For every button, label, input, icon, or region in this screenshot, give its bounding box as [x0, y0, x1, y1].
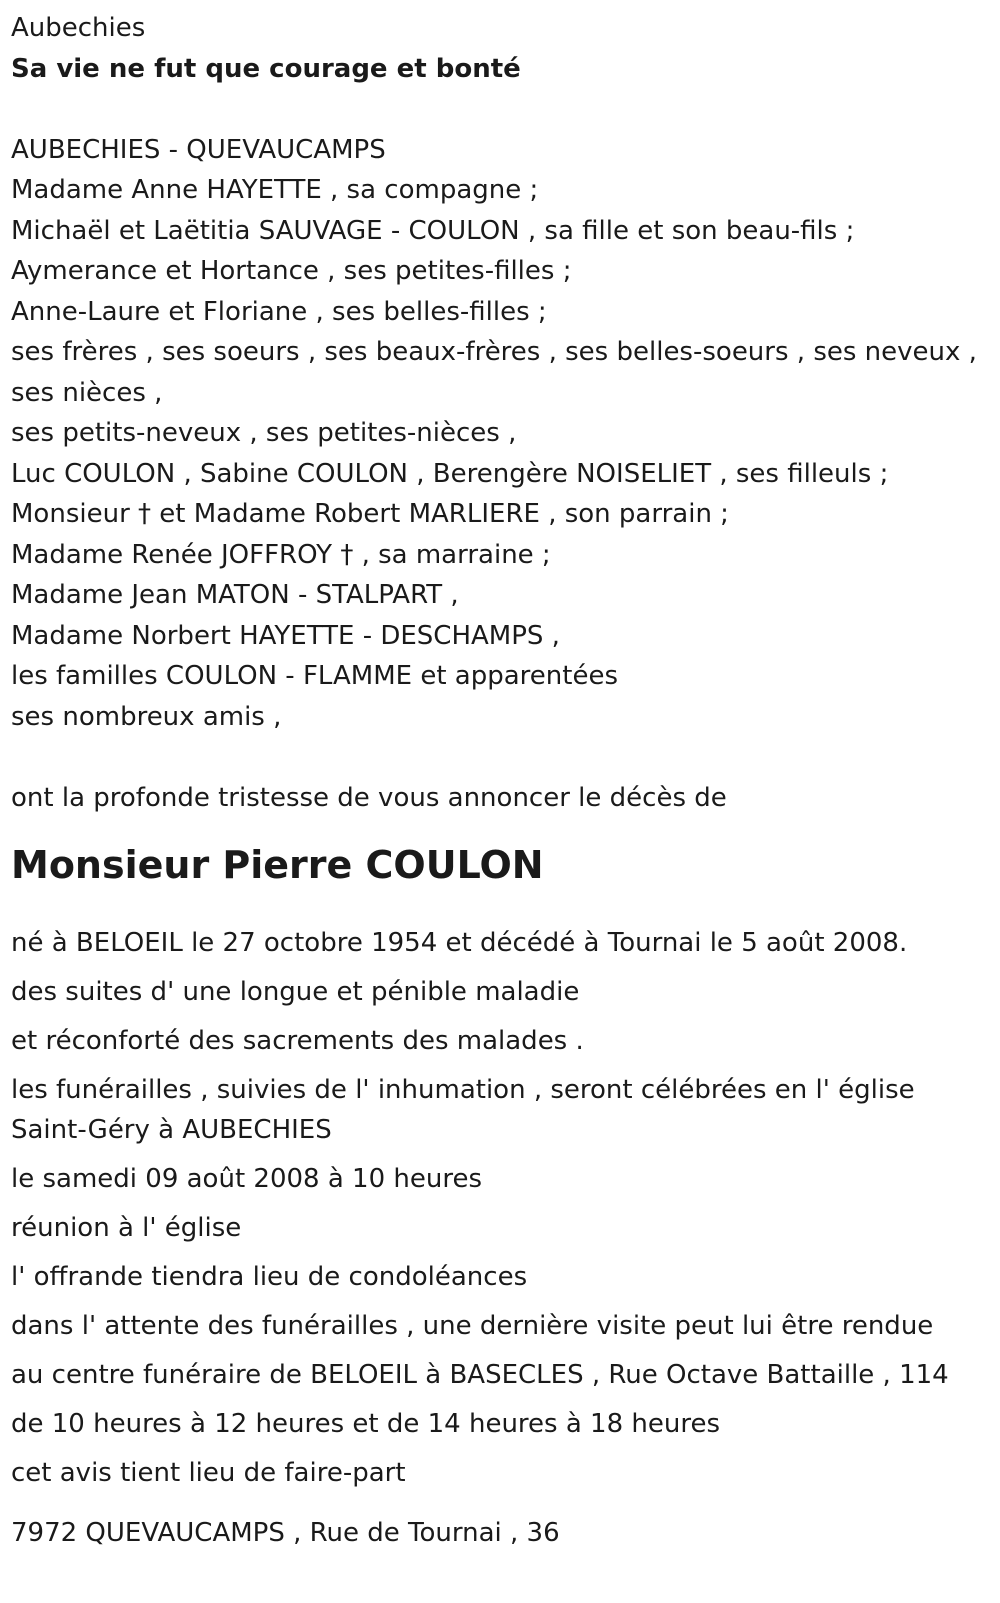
family-line: ses nombreux amis ,: [11, 701, 282, 732]
detail-line: l' offrande tiendra lieu de condoléances: [11, 1262, 528, 1292]
family-list: [11, 130, 1000, 738]
detail-line: le samedi 09 août 2008 à 10 heures: [11, 1164, 482, 1194]
family-line: Madame Renée JOFFROY † , sa marraine ;: [11, 539, 551, 570]
detail-line: de 10 heures à 12 heures et de 14 heures à 18 heures: [11, 1409, 721, 1439]
family-line: Madame Anne HAYETTE , sa compagne ;: [11, 175, 539, 205]
announcement-text: ont la profonde tristesse de vous annoncer le décès de: [11, 782, 727, 813]
deceased-name: Monsieur Pierre COULON: [11, 843, 544, 887]
family-line: Luc COULON , Sabine COULON , Berengère NOISELIET , ses filleuls ;: [11, 458, 889, 489]
detail-line: les funérailles , suivies de l' inhumation , seront célébrées en l' église Saint-Géry à AUBECHIES: [11, 1075, 915, 1145]
spacer: [11, 89, 1000, 130]
location-heading: Aubechies: [11, 13, 146, 43]
family-line: Madame Jean MATON - STALPART ,: [11, 580, 459, 610]
detail-line: dans l' attente des funérailles , une dernière visite peut lui être rendue: [11, 1311, 934, 1341]
details-list: [11, 923, 1000, 1493]
motto: Sa vie ne fut que courage et bonté: [11, 53, 521, 84]
detail-line: et réconforté des sacrements des malades .: [11, 1026, 584, 1056]
family-line: ses nièces ,: [11, 377, 163, 408]
family-line: ses petits-neveux , ses petites-nièces ,: [11, 418, 517, 448]
spacer: [11, 737, 1000, 778]
family-line: Anne-Laure et Floriane , ses belles-filles ;: [11, 296, 547, 327]
family-address: 7972 QUEVAUCAMPS , Rue de Tournai , 36: [11, 1518, 560, 1548]
detail-line: des suites d' une longue et pénible maladie: [11, 977, 580, 1007]
detail-line: cet avis tient lieu de faire-part: [11, 1458, 406, 1488]
family-line: Michaël et Laëtitia SAUVAGE - COULON , sa fille et son beau-fils ;: [11, 215, 855, 246]
detail-line: réunion à l' église: [11, 1213, 242, 1243]
detail-line: au centre funéraire de BELOEIL à BASECLES , Rue Octave Battaille , 114: [11, 1360, 949, 1390]
detail-line: né à BELOEIL le 27 octobre 1954 et décédé à Tournai le 5 août 2008.: [11, 928, 908, 958]
family-line: les familles COULON - FLAMME et apparentées: [11, 661, 618, 691]
family-line: Monsieur † et Madame Robert MARLIERE , son parrain ;: [11, 499, 729, 529]
family-line: Aymerance et Hortance , ses petites-filles ;: [11, 256, 572, 286]
family-line: ses frères , ses soeurs , ses beaux-frères , ses belles-soeurs , ses neveux ,: [11, 337, 977, 367]
family-line: AUBECHIES - QUEVAUCAMPS: [11, 134, 386, 165]
family-line: Madame Norbert HAYETTE - DESCHAMPS ,: [11, 620, 560, 651]
